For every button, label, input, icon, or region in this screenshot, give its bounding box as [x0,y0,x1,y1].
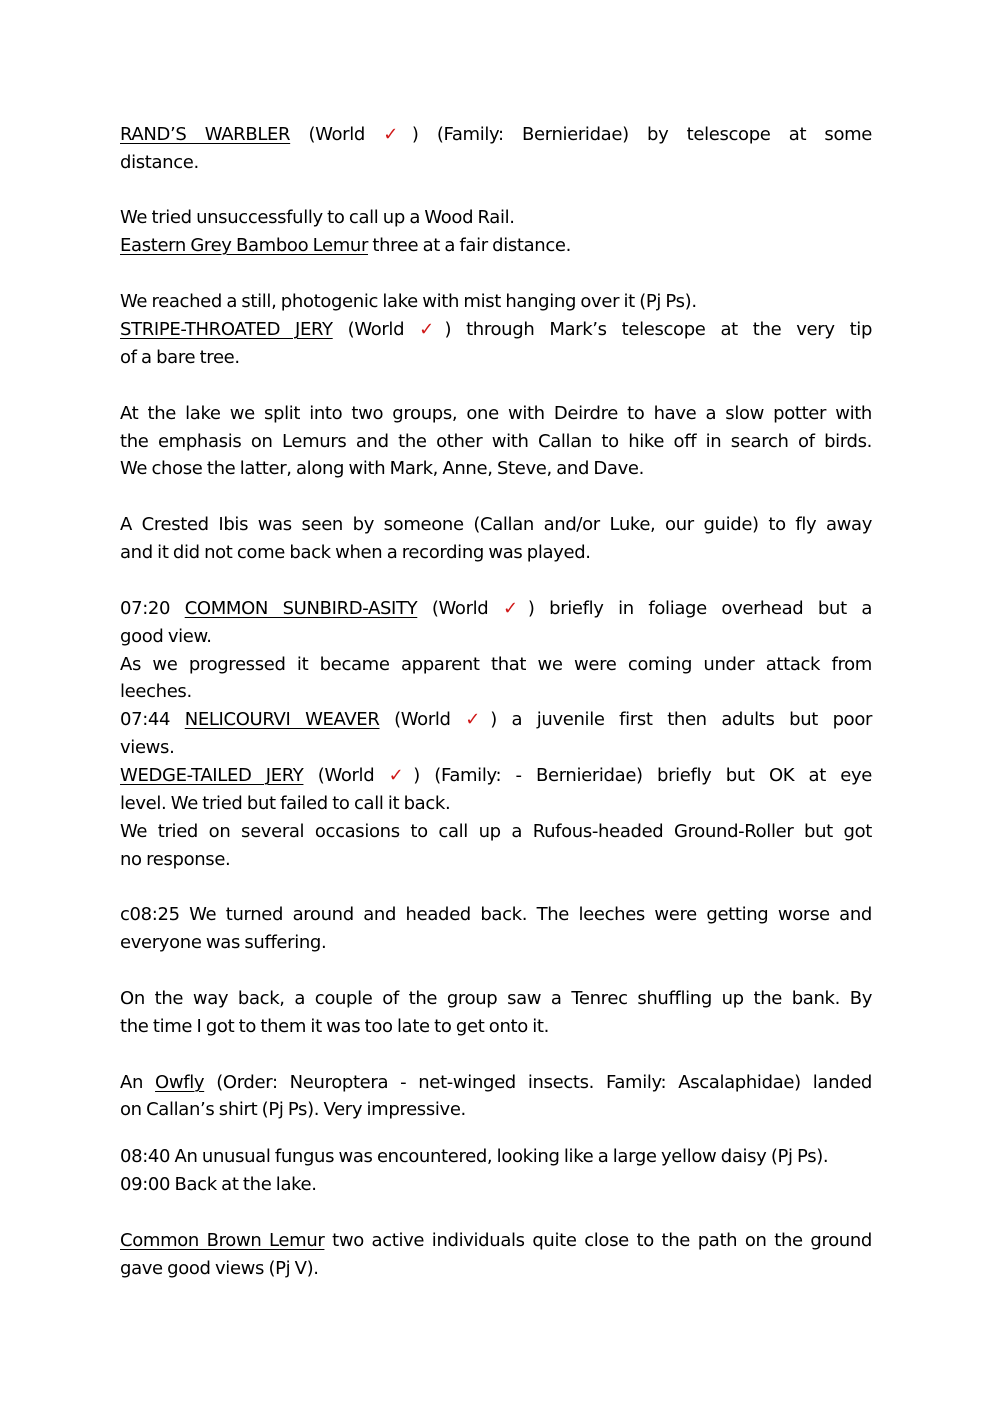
species-name: NELICOURVI WEAVER [184,709,380,730]
time-label: 07:20 [120,598,171,619]
text-line: On the way back, a couple of the group saw a Tenrec shuffling up the bank. By [120,988,872,1009]
species-name: RAND’S WARBLER [120,124,291,145]
text-line: An Owfly (Order: Neuroptera - net-winged insects. Family: Ascalaphidae) landed [120,1072,873,1093]
text-line: A Crested Ibis was seen by someone (Callan and/or Luke, our guide) to fly away [120,514,872,535]
text-line: We tried on several occasions to call up a Rufous-headed Ground-Roller but got [120,821,872,842]
text-line: 08:40 An unusual fungus was encountered, looking like a large yellow daisy (Pj Ps). [120,1146,829,1167]
text-line: 09:00 Back at the lake. [120,1174,317,1195]
species-name: STRIPE-THROATED JERY [120,319,333,340]
text-line: Common Brown Lemur two active individuals quite close to the path on the ground [120,1230,873,1251]
species-name: Owfly [155,1072,205,1093]
text-line: We tried unsuccessfully to call up a Wood Rail. [120,207,515,228]
text-line: the emphasis on Lemurs and the other with Callan to hike off in search of birds. [120,431,872,452]
text-line: WEDGE-TAILED JERY (World ✓) (Family: - Bernieridae) briefly but OK at eye [120,765,873,786]
text-line: As we progressed it became apparent that we were coming under attack from [120,654,872,675]
species-name: WEDGE-TAILED JERY [120,765,304,786]
text-line: STRIPE-THROATED JERY (World ✓) through Mark’s telescope at the very tip [120,319,873,340]
text-line: We chose the latter, along with Mark, Anne, Steve, and Dave. [120,458,644,479]
text-line: everyone was suffering. [120,932,327,953]
text-line: on Callan’s shirt (Pj Ps). Very impressive. [120,1099,466,1120]
time-label: 07:44 [120,709,171,730]
text-line: RAND’S WARBLER (World ✓) (Family: Bernieridae) by telescope at some [120,124,873,145]
text-line: Eastern Grey Bamboo Lemur three at a fair distance. [120,235,572,256]
species-name: Common Brown Lemur [120,1230,325,1251]
text-line: At the lake we split into two groups, one with Deirdre to have a slow potter with [120,403,872,424]
text-line: We reached a still, photogenic lake with mist hanging over it (Pj Ps). [120,291,697,312]
tick-icon: ✓ [465,709,491,730]
text-line: distance. [120,152,199,173]
text-line: of a bare tree. [120,347,240,368]
text-line: the time I got to them it was too late to get onto it. [120,1016,549,1037]
text-line: and it did not come back when a recording was played. [120,542,591,563]
species-name: Eastern Grey Bamboo Lemur [120,235,368,256]
tick-icon: ✓ [388,765,414,786]
text-line: 07:20 COMMON SUNBIRD-ASITY (World ✓) briefly in foliage overhead but a [120,598,873,619]
tick-icon: ✓ [419,319,445,340]
text-line: 07:44 NELICOURVI WEAVER (World ✓) a juvenile first then adults but poor [120,709,873,730]
text-line: gave good views (Pj V). [120,1258,319,1279]
species-name: COMMON SUNBIRD-ASITY [184,598,418,619]
text-line: good view. [120,626,212,647]
text-line: views. [120,737,175,758]
tick-icon: ✓ [502,598,528,619]
text-line: c08:25 We turned around and headed back. The leeches were getting worse and [120,904,872,925]
text-line: leeches. [120,681,192,702]
tick-icon: ✓ [383,124,412,145]
text-line: level. We tried but failed to call it back. [120,793,451,814]
text-line: no response. [120,849,231,870]
